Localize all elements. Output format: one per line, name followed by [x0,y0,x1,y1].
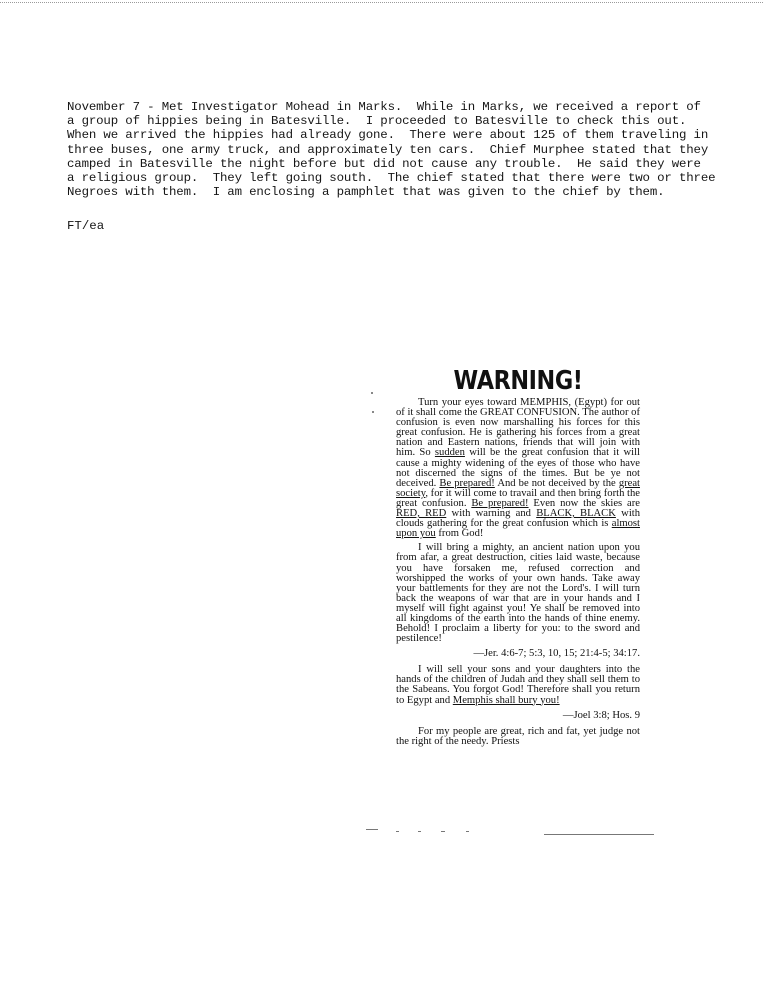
memo-body [67,100,757,199]
margin-speck [372,411,374,413]
pamphlet-citation-2: —Joel 3:8; Hos. 9 [562,709,640,721]
bottom-scan-specks [366,826,666,838]
memo-line: November 7 - Met Investigator Mohead in Marks. While in Marks, we received a report of [67,100,701,114]
page-top-rule [0,2,763,3]
scan-speck [441,831,445,832]
memo-line: a group of hippies being in Batesville. I proceeded to Batesville to check this out. [67,114,687,129]
scan-speck [418,831,421,832]
scan-speck [466,831,469,832]
memo-line: three buses, one army truck, and approximately ten cars. Chief Murphee stated that they [67,142,709,157]
scan-speck [396,831,399,832]
scan-speck [366,829,378,830]
warning-pamphlet [396,366,640,751]
memo-line: camped in Batesville the night before but did not cause any trouble. He said they were [67,156,701,171]
pamphlet-paragraph-3: I will sell your sons and your daughters into the hands of the children of Judah and they shall sell them to the Sabeans. You forgot God! Therefore shall you return to Egypt and Memphis shall bury you! [396,664,640,706]
pamphlet-title: WARNING! [453,366,583,396]
memo-line: Negroes with them. I am enclosing a pamphlet that was given to the chief by them. [67,185,665,200]
pamphlet-citation-1: —Jer. 4:6-7; 5:3, 10, 15; 21:4-5; 34:17. [473,648,640,660]
pamphlet-paragraph-2: I will bring a mighty, an ancient nation upon you from afar, a great destruction, cities laid waste, because you have forsaken me, refused correction and worshipped the works of your own hands. Take away your battlements for they are not the Lord's. I will turn back the weapons of war that are in your hands and I myself will fight against you! Ye shall be removed into all kingdoms of the earth into the hands of thine enemy. Behold! I proclaim a liberty for you: to the sword and pestilence! [396,542,640,645]
margin-speck [371,392,373,394]
memo-line: a religious group. They left going south. The chief stated that there were two or three [67,171,716,186]
memo-initials: FT/ea [67,219,105,233]
memo-line: When we arrived the hippies had already gone. There were about 125 of them traveling in [67,128,709,143]
pamphlet-paragraph-1: Turn your eyes toward MEMPHIS, (Egypt) for out of it shall come the GREAT CONFUSION. The author of confusion is even now marshalling his forces for this great confusion. He is gathering his forces from a great nation and Eastern nations, friends that will join with him. So sudden will be the great confusion that it will cause a mighty widening of the eyes of those who have not discerned the signs of the times. But be ye not deceived. Be prepared! And be not deceived by the great society, for it will come to travail and then bring forth the great confusion. Be prepared! Even now the skies are RED, RED with warning and BLACK, BLACK with clouds gathering for the great confusion which is almost upon you from God! [396,397,641,540]
scan-speck [544,834,654,835]
pamphlet-paragraph-4: For my people are great, rich and fat, yet judge not the right of the needy. Priests [396,725,640,747]
